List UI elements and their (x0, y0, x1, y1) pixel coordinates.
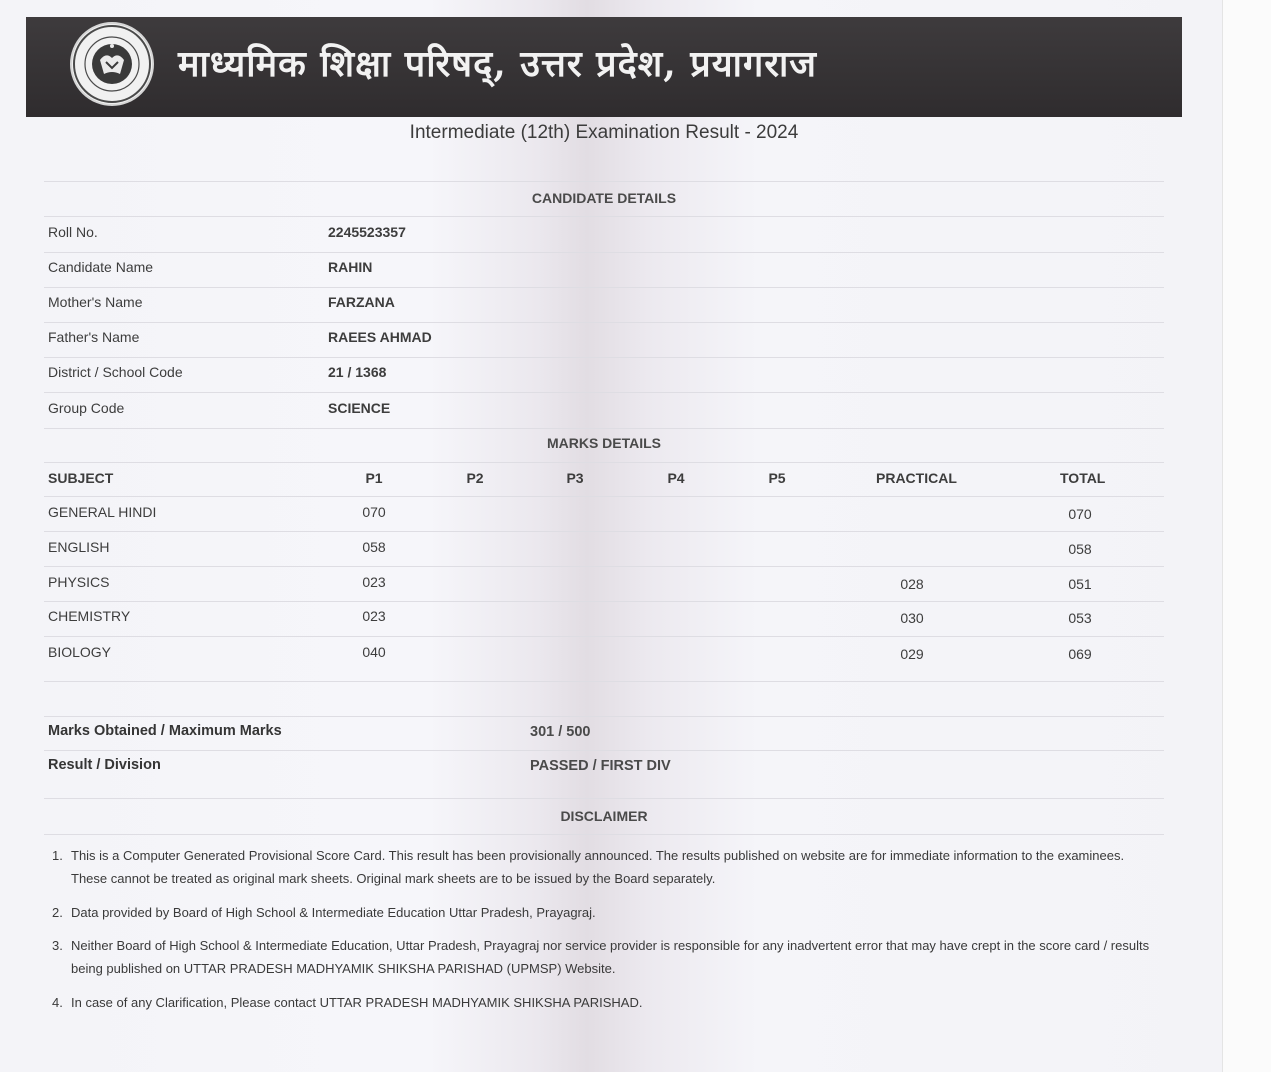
marks-obtained-value: 301 / 500 (530, 724, 591, 740)
disclaimer-number: 3. (52, 938, 63, 953)
disclaimer-item (52, 901, 1162, 924)
column-header-practical: PRACTICAL (876, 470, 957, 486)
table-row (0, 504, 1200, 528)
subject-cell: PHYSICS (48, 574, 110, 590)
total-cell: 070 (1068, 506, 1092, 522)
detail-value: SCIENCE (328, 400, 391, 416)
disclaimer-heading: DISCLAIMER (560, 808, 648, 824)
board-name-title: माध्यमिक शिक्षा परिषद्, उत्तर प्रदेश, प्रयागराज (178, 43, 817, 85)
board-seal-logo (70, 22, 154, 106)
detail-row-roll-no (48, 224, 1158, 248)
detail-label: Father's Name (48, 329, 140, 345)
divider (44, 252, 1164, 253)
divider (44, 681, 1164, 682)
divider (44, 496, 1164, 497)
subject-cell: GENERAL HINDI (48, 504, 157, 520)
practical-cell: 029 (900, 646, 924, 662)
detail-label: Roll No. (48, 224, 98, 240)
disclaimer-text: In case of any Clarification, Please contact UTTAR PRADESH MADHYAMIK SHIKSHA PARISHAD. (71, 995, 643, 1010)
detail-row-mother-name (48, 294, 1158, 318)
disclaimer-item (52, 991, 1162, 1014)
disclaimer-number: 2. (52, 905, 63, 920)
divider (44, 716, 1164, 717)
divider (44, 798, 1164, 799)
detail-value: 21 / 1368 (328, 364, 387, 380)
divider (44, 181, 1164, 182)
detail-value: 2245523357 (328, 224, 406, 240)
divider (44, 566, 1164, 567)
total-cell: 051 (1068, 576, 1092, 592)
detail-row-district-school-code (48, 364, 1158, 388)
total-cell: 053 (1068, 610, 1092, 626)
column-header-subject: SUBJECT (48, 470, 114, 486)
detail-value: RAHIN (328, 259, 373, 275)
disclaimer-number: 4. (52, 995, 63, 1010)
column-header-p4: P4 (667, 470, 685, 486)
practical-cell: 030 (900, 610, 924, 626)
table-row (0, 644, 1200, 668)
divider (44, 750, 1164, 751)
divider (44, 462, 1164, 463)
disclaimer-text: This is a Computer Generated Provisional Score Card. This result has been provisionally announced. The results published on website are for immediate information to the examinees. These cannot be treated as original mark sheets. Original mark sheets are to be issued by the Board separately. (71, 848, 1125, 886)
disclaimer-item (52, 934, 1162, 980)
p1-cell: 058 (362, 539, 386, 555)
detail-row-father-name (48, 329, 1158, 353)
table-row (0, 539, 1200, 563)
disclaimer-number: 1. (52, 848, 63, 863)
divider (44, 287, 1164, 288)
divider (44, 428, 1164, 429)
disclaimer-text: Neither Board of High School & Intermediate Education, Uttar Pradesh, Prayagraj nor service provider is responsible for any inadvertent error that may have crept in the score card / results being published on UTTAR PRADESH MADHYAMIK SHIKSHA PARISHAD (UPMSP) Website. (71, 938, 1150, 976)
divider (44, 834, 1164, 835)
p1-cell: 040 (362, 644, 386, 660)
result-division-value: PASSED / FIRST DIV (530, 758, 671, 774)
p1-cell: 023 (362, 608, 386, 624)
detail-label: Mother's Name (48, 294, 143, 310)
table-row (0, 608, 1200, 632)
total-cell: 069 (1068, 646, 1092, 662)
p1-cell: 023 (362, 574, 386, 590)
detail-label: Candidate Name (48, 259, 154, 275)
subject-cell: ENGLISH (48, 539, 110, 555)
marks-details-heading: MARKS DETAILS (546, 435, 662, 451)
divider (44, 392, 1164, 393)
subject-cell: CHEMISTRY (48, 608, 131, 624)
divider (44, 636, 1164, 637)
practical-cell: 028 (900, 576, 924, 592)
p1-cell: 070 (362, 504, 386, 520)
detail-label: Group Code (48, 400, 125, 416)
column-header-p3: P3 (566, 470, 584, 486)
table-row (0, 574, 1200, 598)
detail-label: District / School Code (48, 364, 183, 380)
detail-value: FARZANA (328, 294, 395, 310)
column-header-total: TOTAL (1060, 470, 1106, 486)
marks-obtained-label: Marks Obtained / Maximum Marks (48, 723, 282, 739)
divider (44, 216, 1164, 217)
total-cell: 058 (1068, 541, 1092, 557)
exam-title: Intermediate (12th) Examination Result - 2024 (409, 122, 799, 143)
disclaimer-text: Data provided by Board of High School & Intermediate Education Uttar Pradesh, Prayagraj. (71, 905, 596, 920)
detail-row-group-code (48, 400, 1158, 424)
result-division-label: Result / Division (48, 757, 161, 773)
divider (44, 357, 1164, 358)
candidate-details-heading: CANDIDATE DETAILS (531, 190, 677, 206)
column-header-p5: P5 (768, 470, 786, 486)
page-edge (1222, 0, 1271, 1072)
column-header-p1: P1 (365, 470, 383, 486)
divider (44, 531, 1164, 532)
subject-cell: BIOLOGY (48, 644, 112, 660)
detail-row-candidate-name (48, 259, 1158, 283)
divider (44, 322, 1164, 323)
divider (44, 601, 1164, 602)
detail-value: RAEES AHMAD (328, 329, 432, 345)
disclaimer-item (52, 844, 1162, 890)
column-header-p2: P2 (466, 470, 484, 486)
